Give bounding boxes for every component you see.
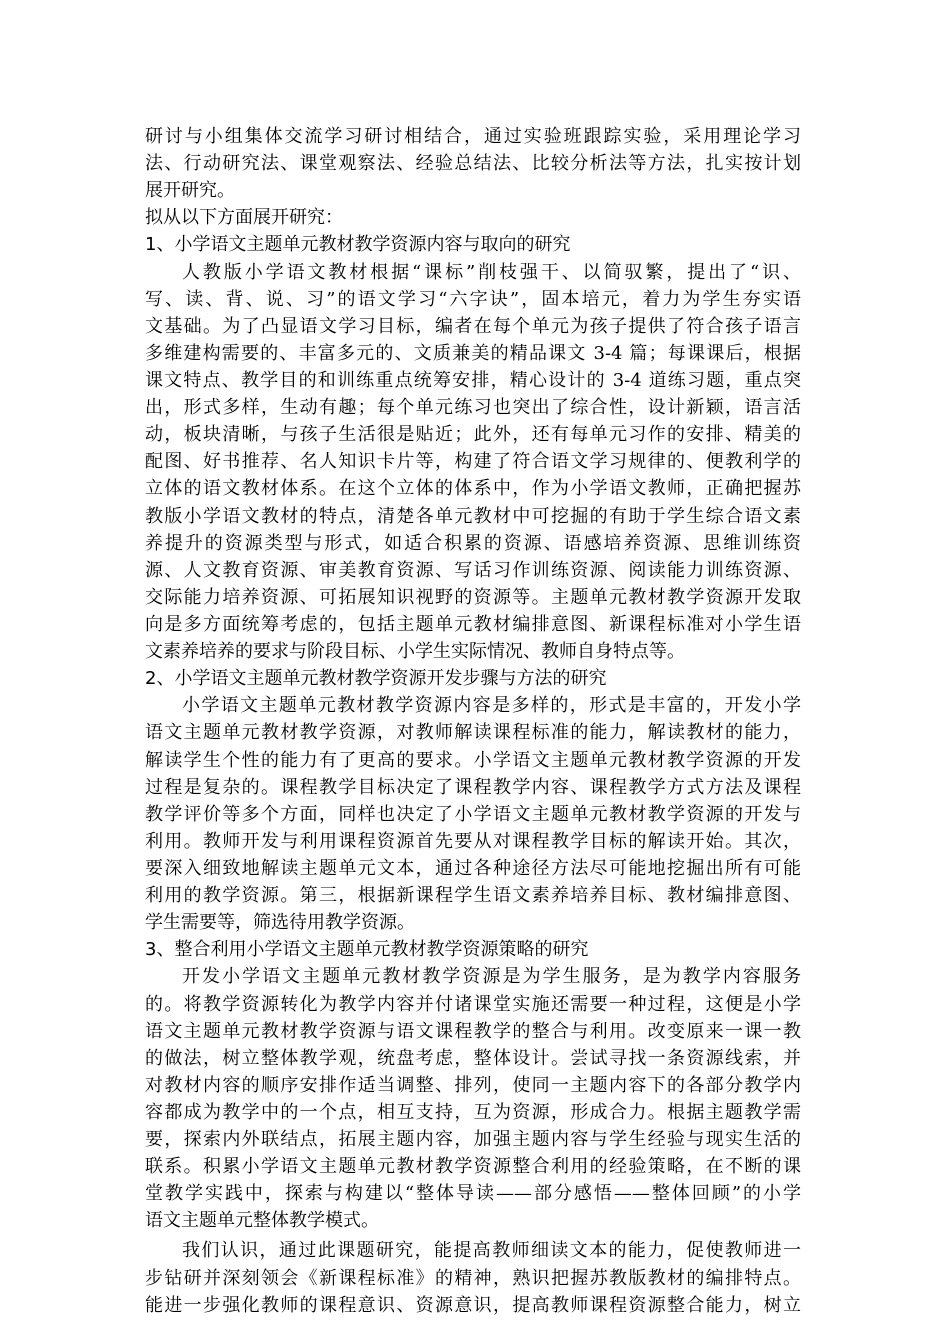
- text-line: 教学评价等多个方面，同样也决定了小学语文主题单元教材教学资源的开发与: [145, 803, 801, 825]
- text-line: 多维建构需要的、丰富多元的、文质兼美的精品课文 3-4 篇；每课课后，根据: [145, 342, 801, 364]
- text-line: 向是多方面统筹考虑的，包括主题单元教材编排意图、新课程标准对小学生语: [145, 613, 801, 635]
- section-heading: 1、小学语文主题单元教材教学资源内容与取向的研究: [145, 234, 571, 256]
- text-line: 法、行动研究法、课堂观察法、经验总结法、比较分析法等方法，扎实按计划: [145, 153, 801, 175]
- intro-paragraph: [145, 123, 801, 204]
- text-line: 动，板块清晰，与孩子生活很是贴近；此外，还有每单元习作的安排、精美的: [145, 424, 801, 446]
- text-line: 立体的语文教材体系。在这个立体的体系中，作为小学语文教师，正确把握苏: [145, 478, 801, 500]
- text-line: 对教材内容的顺序安排作适当调整、排列，使同一主题内容下的各部分教学内: [145, 1074, 801, 1096]
- section-heading: 3、整合利用小学语文主题单元教材教学资源策略的研究: [145, 939, 589, 961]
- section-paragraph: [145, 963, 801, 1234]
- text-line: 能进一步强化教师的课程意识、资源意识，提高教师课程资源整合能力，树立: [145, 1294, 801, 1316]
- text-line: 开发小学语文主题单元教材教学资源是为学生服务，是为教学内容服务: [182, 966, 801, 988]
- text-line: 文基础。为了凸显语文学习目标，编者在每个单元为孩子提供了符合孩子语言: [145, 315, 801, 337]
- text-line: 研讨与小组集体交流学习研讨相结合，通过实验班跟踪实验，采用理论学习: [145, 126, 801, 147]
- text-line: 联系。积累小学语文主题单元教材教学资源整合利用的经验策略，在不断的课: [145, 1156, 801, 1178]
- text-line: 要深入细致地解读主题单元文本，通过各种途径方法尽可能地挖掘出所有可能: [145, 857, 801, 879]
- text-line: 我们认识，通过此课题研究，能提高教师细读文本的能力，促使教师进一: [182, 1240, 801, 1262]
- text-line: 语文主题单元教材教学资源与语文课程教学的整合与利用。改变原来一课一教: [145, 1020, 801, 1042]
- text-line: 课文特点、教学目的和训练重点统筹安排，精心设计的 3-4 道练习题，重点突: [145, 369, 801, 391]
- text-line: 人教版小学语文教材根据“课标”削枝强干、以简驭繁，提出了“识、: [182, 261, 801, 283]
- text-line: 语文主题单元教材教学资源，对教师解读课程标准的能力，解读教材的能力，: [145, 722, 801, 744]
- text-line: 养提升的资源类型与形式，如适合积累的资源、语感培养资源、思维训练资: [145, 532, 801, 554]
- text-line: 的做法，树立整体教学观，统盘考虑，整体设计。尝试寻找一条资源线索，并: [145, 1047, 801, 1069]
- text-line: 堂教学实践中，探索与构建以“整体导读——部分感悟——整体回顾”的小学: [145, 1183, 801, 1205]
- text-line: 步钻研并深刻领会《新课程标准》的精神，熟识把握苏教版教材的编排特点。: [145, 1267, 801, 1289]
- text-line: 小学语文主题单元教材教学资源内容是多样的，形式是丰富的，开发小学: [182, 695, 801, 717]
- text-line: 利用的教学资源。第三，根据新课程学生语文素养培养目标、教材编排意图、: [145, 885, 801, 907]
- text-line: 解读学生个性的能力有了更高的要求。小学语文主题单元教材教学资源的开发: [145, 749, 801, 771]
- section-paragraph: [145, 692, 801, 936]
- text-line: 过程是复杂的。课程教学目标决定了课程教学内容、课程教学方式方法及课程: [145, 776, 801, 798]
- section-heading: 2、小学语文主题单元教材教学资源开发步骤与方法的研究: [145, 668, 607, 690]
- text-line: 交际能力培养资源、可拓展知识视野的资源等。主题单元教材教学资源开发取: [145, 586, 801, 608]
- text-line: 写、读、背、说、习”的语文学习“六字诀”，固本培元，着力为学生夯实语: [145, 288, 801, 310]
- text-line: 要，探索内外联结点，拓展主题内容，加强主题内容与学生经验与现实生活的: [145, 1129, 801, 1151]
- text-line: 源、人文教育资源、审美教育资源、写话习作训练资源、阅读能力训练资源、: [145, 559, 801, 581]
- lead-in-line: 拟从以下方面展开研究：: [145, 207, 343, 229]
- text-line: 语文主题单元整体教学模式。: [145, 1210, 379, 1232]
- document-page: [145, 123, 801, 1319]
- text-line: 的。将教学资源转化为教学内容并付诸课堂实施还需要一种过程，这便是小学: [145, 993, 801, 1015]
- text-line: 利用。教师开发与利用课程资源首先要从对课程教学目标的解读开始。其次，: [145, 830, 801, 852]
- text-line: 配图、好书推荐、名人知识卡片等，构建了符合语文学习规律的、便教利学的: [145, 451, 801, 473]
- text-line: 展开研究。: [145, 180, 235, 202]
- text-line: 容都成为教学中的一个点，相互支持，互为资源，形成合力。根据主题教学需: [145, 1101, 801, 1123]
- text-line: 文素养培养的要求与阶段目标、小学生实际情况、教师自身特点等。: [145, 641, 685, 663]
- section-paragraph: [145, 259, 801, 666]
- text-line: 学生需要等，筛选待用教学资源。: [145, 912, 415, 934]
- text-line: 出，形式多样，生动有趣；每个单元练习也突出了综合性，设计新颖，语言活: [145, 397, 801, 419]
- text-line: 教版小学语文教材的特点，清楚各单元教材中可挖掘的有助于学生综合语文素: [145, 505, 801, 527]
- closing-paragraph: [145, 1237, 801, 1318]
